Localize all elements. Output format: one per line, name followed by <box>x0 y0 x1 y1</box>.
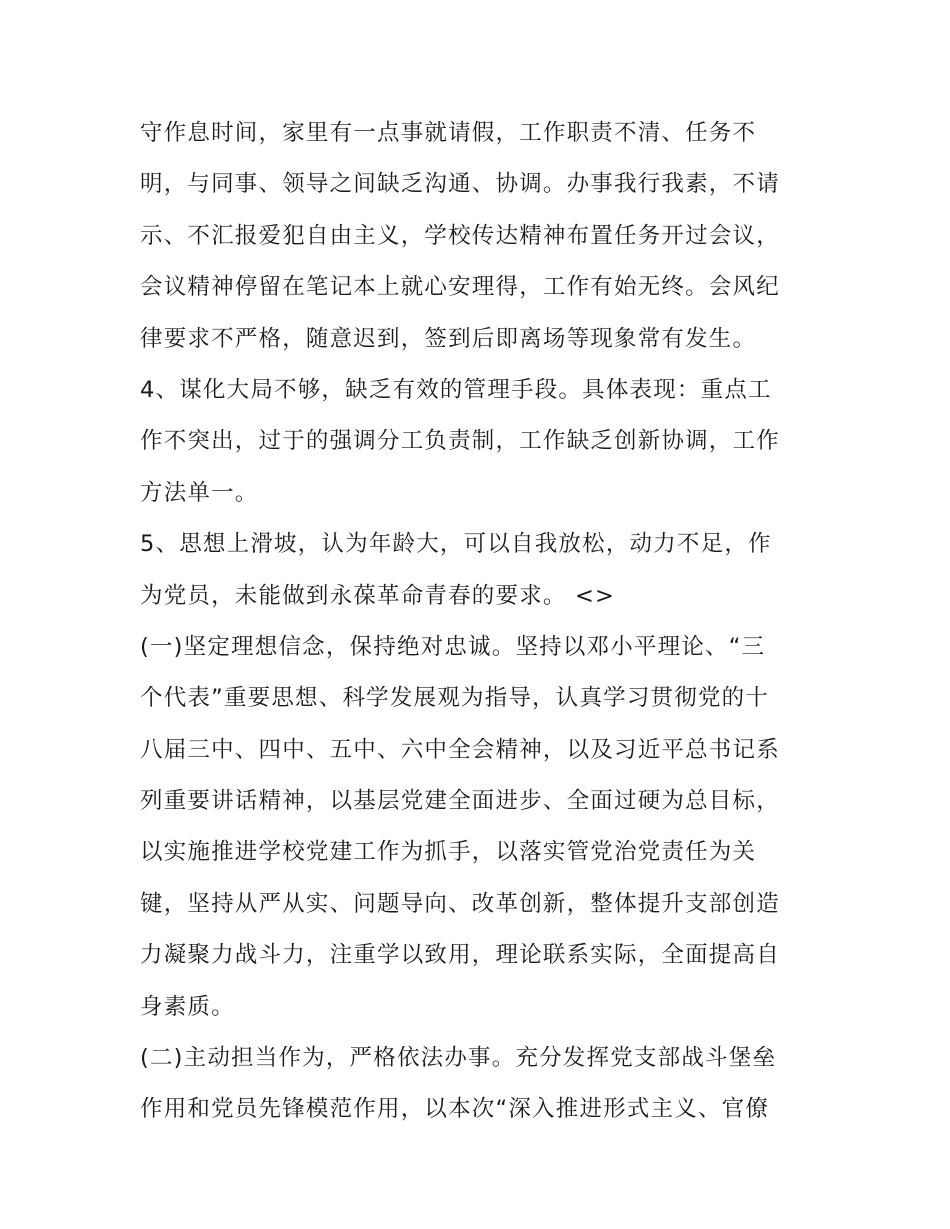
text-line: 列重要讲话精神，以基层党建全面进步、全面过硬为总目标， <box>140 788 780 815</box>
text-line: (一)坚定理想信念，保持绝对忠诚。坚持以邓小平理论、“三 <box>140 633 766 660</box>
text-line: 作不突出，过于的强调分工负责制，工作缺乏创新协调，工作 <box>140 428 780 455</box>
text-line: 示、不汇报爱犯自由主义，学校传达精神布置任务开过会议， <box>140 222 780 249</box>
text-line: 身素质。 <box>140 993 235 1020</box>
text-line: 个代表”重要思想、科学发展观为指导，认真学习贯彻党的十 <box>140 685 770 712</box>
text-line: 守作息时间，家里有一点事就请假，工作职责不清、任务不 <box>140 120 757 146</box>
text-line: 5、思想上滑坡，认为年龄大，可以自我放松，动力不足，作 <box>140 531 772 558</box>
text-line: 力凝聚力战斗力，注重学以致用，理论联系实际，全面提高自 <box>140 942 780 969</box>
text-line: 明，与同事、领导之间缺乏沟通、协调。办事我行我素，不请 <box>140 171 780 198</box>
text-line: 4、谋化大局不够，缺乏有效的管理手段。具体表现：重点工 <box>140 376 772 403</box>
text-line: 律要求不严格，随意迟到，签到后即离场等现象常有发生。 <box>140 325 757 352</box>
text-line: 会议精神停留在笔记本上就心安理得，工作有始无终。会风纪 <box>140 274 780 301</box>
text-line: 键，坚持从严从实、问题导向、改革创新，整体提升支部创造 <box>140 890 780 917</box>
text-line: 作用和党员先锋模范作用，以本次“深入推进形式主义、官僚 <box>140 1096 770 1123</box>
text-line: 为党员，未能做到永葆革命青春的要求。 <> <box>140 582 616 609</box>
text-line: 以实施推进学校党建工作为抓手，以落实管党治党责任为关 <box>140 839 757 866</box>
text-line: 八届三中、四中、五中、六中全会精神，以及习近平总书记系 <box>140 736 780 763</box>
text-line: (二)主动担当作为，严格依法办事。充分发挥党支部战斗堡垒 <box>140 1045 777 1072</box>
document-body <box>140 108 816 1136</box>
text-line: 方法单一。 <box>140 479 259 506</box>
